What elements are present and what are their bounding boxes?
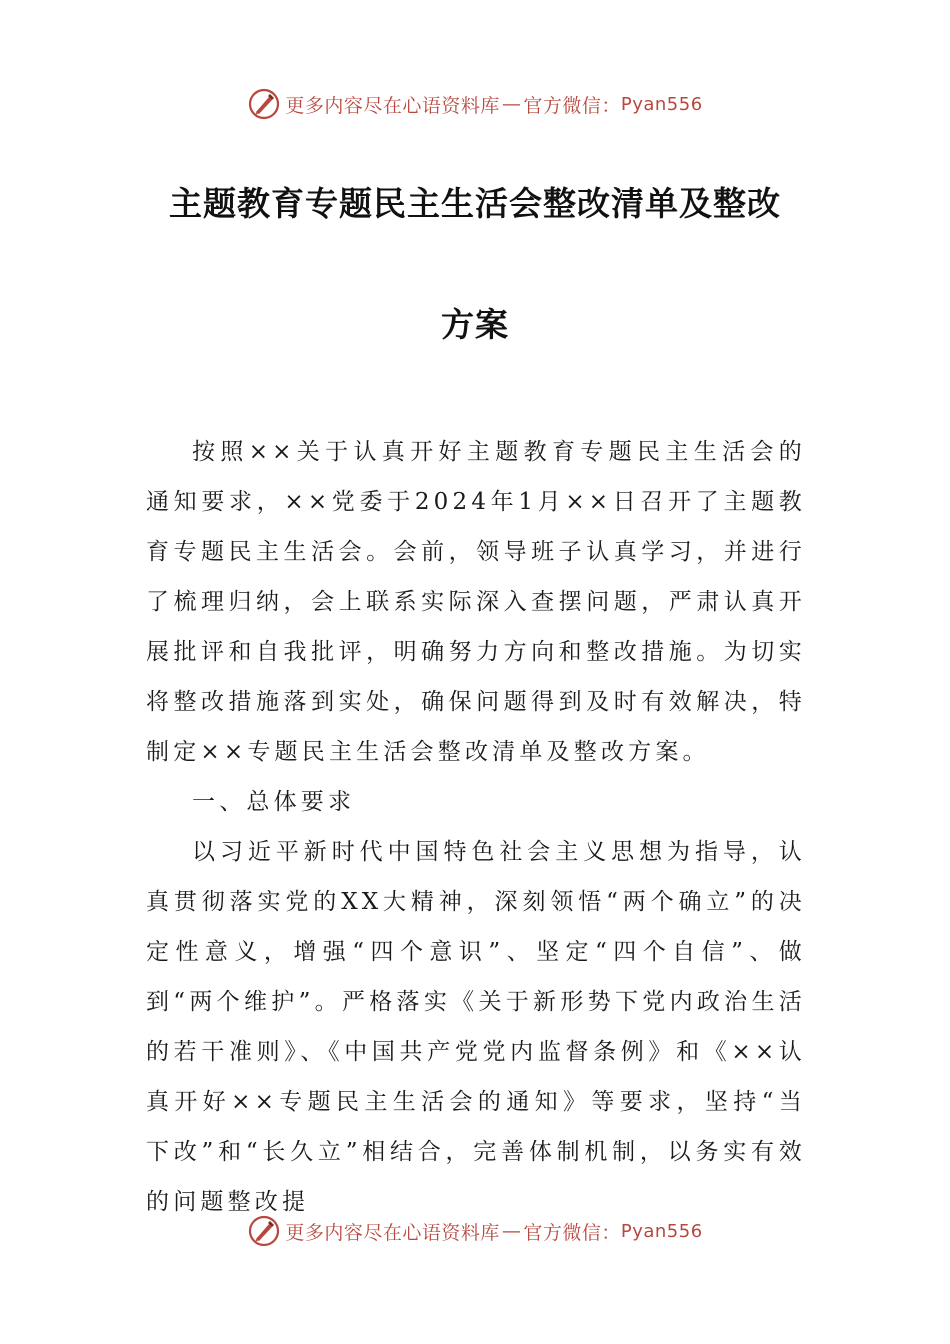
document-title-line-1: 主题教育专题民主生活会整改清单及整改 (169, 184, 781, 223)
watermark-wechat-id: Pyan556 (620, 1220, 703, 1242)
watermark-separator: — (501, 93, 522, 115)
watermark-footer (0, 1211, 950, 1251)
watermark-header (0, 84, 950, 124)
pen-logo-icon (247, 87, 281, 121)
watermark-separator: — (501, 1220, 522, 1242)
paragraph-intro: 按照××关于认真开好主题教育专题民主生活会的通知要求，××党委于2024年1月××日召开了主题教育专题民主生活会。会前，领导班子认真学习，并进行了梳理归纳，会上联系实际深入查摆问题，严肃认真开展批评和自我批评，明确努力方向和整改措施。为切实将整改措施落到实处，确保问题得到及时有效解决，特制定××专题民主生活会整改清单及整改方案。 (146, 439, 806, 765)
document-body (146, 427, 806, 1227)
paragraph-general-requirements: 以习近平新时代中国特色社会主义思想为指导，认真贯彻落实党的XX大精神，深刻领悟“两个确立”的决定性意义，增强“四个意识”、坚定“四个自信”、做到“两个维护”。严格落实《关于新形势下党内政治生活的若干准则》、《中国共产党党内监督条例》和《××认真开好××专题民主生活会的通知》等要求，坚持“当下改”和“长久立”相结合，完善体制机制，以务实有效的问题整改提 (146, 839, 806, 1215)
watermark-text: 更多内容尽在心语资料库 (285, 1221, 500, 1244)
section-heading-general-requirements: 一、总体要求 (192, 789, 356, 815)
watermark-wechat-label: 官方微信： (523, 94, 621, 117)
pen-logo-icon (247, 1214, 281, 1248)
watermark-wechat-label: 官方微信： (523, 1221, 621, 1244)
document-title-line-2: 方案 (441, 305, 509, 344)
watermark-text: 更多内容尽在心语资料库 (285, 94, 500, 117)
watermark-wechat-id: Pyan556 (620, 93, 703, 115)
